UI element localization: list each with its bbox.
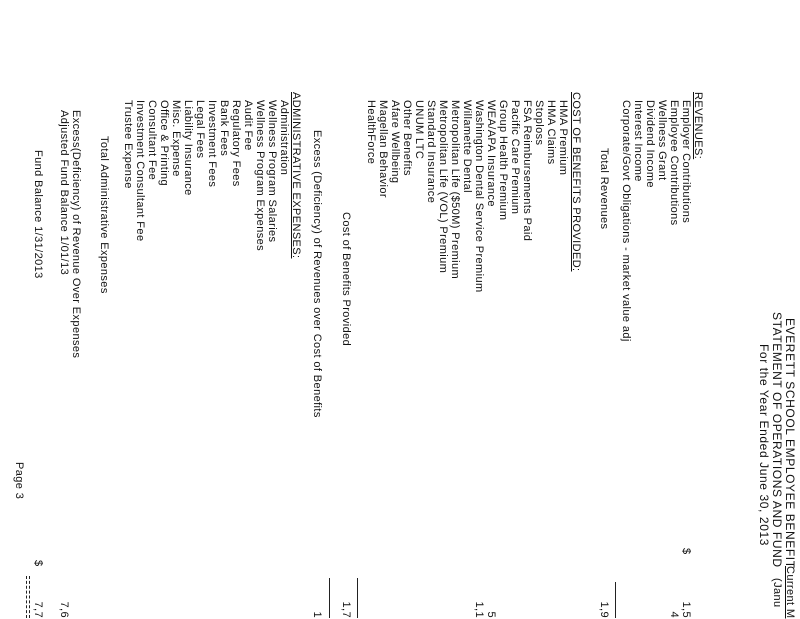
page-number: Page 3: [13, 462, 25, 500]
total-admin-expenses-label: Total Administrative Expenses: [98, 136, 110, 294]
admin-item: Wellness Program Salaries: [266, 100, 278, 243]
benefits-subtotal-rule: [357, 578, 358, 618]
benefit-item: Metropolitan Life ($50M) Premium: [449, 100, 461, 280]
revenue-item: Employer Contributions: [680, 100, 692, 224]
admin-item: Office & Printing: [158, 100, 170, 187]
excess-benefits-rule: [329, 578, 330, 618]
benefit-item: Willamette Dental: [461, 100, 473, 193]
fund-balance-dollar-sign: $: [32, 560, 44, 567]
benefits-heading: COST OF BENEFITS PROVIDED:: [570, 92, 582, 272]
benefit-item: Group Health Premium: [497, 100, 509, 221]
adjusted-fund-balance-amount: 7,6: [58, 601, 70, 618]
total-revenues-label: Total Revenues: [598, 148, 610, 230]
revenue-item: Employee Contributions: [668, 100, 680, 226]
admin-item: Regulatory Fees: [230, 100, 242, 187]
admin-item: Misc. Expense: [170, 100, 182, 177]
fund-balance-double-rule: [26, 576, 30, 618]
benefit-item: UNUM LTC: [413, 100, 425, 160]
admin-item: Consultant Fee: [146, 100, 158, 181]
revenue-item: Corporate/Govt Obligations - market value adj: [620, 100, 632, 342]
benefit-item: Other Benefits: [401, 100, 413, 176]
revenue-dollar-sign: $: [680, 548, 692, 555]
revenue-amount: 4: [668, 611, 680, 618]
benefit-item: Afare Wellbeing: [389, 100, 401, 184]
revenue-item: Dividend Income: [644, 100, 656, 188]
benefit-item: HealthForce: [365, 100, 377, 165]
excess-over-benefits-label: Excess (Deficiency) of Revenues over Cost of Benefits: [311, 130, 323, 418]
cost-of-benefits-label: Cost of Benefits Provided: [340, 212, 352, 347]
benefit-item: Standard Insurance: [425, 100, 437, 204]
revenues-heading: REVENUES:: [692, 92, 704, 160]
admin-item: Wellness Program Expenses: [254, 100, 266, 252]
total-revenues-amount: 1,9: [598, 601, 610, 618]
benefit-amount: 1,1: [473, 601, 485, 618]
report-statement-title: STATEMENT OF OPERATIONS AND FUND: [770, 312, 784, 568]
admin-item: Audit Fee: [242, 100, 254, 151]
benefit-item: Pacific Care Premium: [509, 100, 521, 215]
report-org-title: EVERETT SCHOOL EMPLOYEE BENEFIT: [783, 318, 797, 569]
benefit-item: Stoploss: [533, 100, 545, 146]
admin-item: Legal Fees: [194, 100, 206, 159]
revenue-item: Interest Income: [632, 100, 644, 182]
benefit-item: HMA Claims: [545, 100, 557, 165]
benefit-amount: 5: [485, 611, 497, 618]
benefit-item: Washington Dental Service Premium: [473, 100, 485, 293]
fund-balance-label: Fund Balance 1/31/2013: [32, 150, 44, 279]
admin-item: Administration: [278, 100, 290, 176]
benefit-item: WEA/APA Insurance: [485, 100, 497, 207]
excess-over-benefits-amount: 1: [311, 611, 323, 618]
report-period: For the Year Ended June 30, 2013: [757, 344, 771, 547]
revenues-subtotal-rule: [615, 582, 616, 618]
admin-heading: ADMINISTRATIVE EXPENSES:: [290, 92, 302, 259]
benefit-item: HMA Premium: [557, 100, 569, 176]
admin-item: Liability Insurance: [182, 100, 194, 196]
excess-over-expenses-label: Excess(Deficiency) of Revenue Over Expenses: [70, 110, 82, 359]
benefit-item: Magellan Behavior: [377, 100, 389, 198]
benefit-item: FSA Reimbursements Paid: [521, 100, 533, 242]
cost-of-benefits-amount: 1,7: [340, 601, 352, 618]
admin-item: Investment Fees: [206, 100, 218, 188]
column-header-month: (Janu: [771, 578, 783, 608]
column-header-current-month: Current M: [784, 566, 796, 619]
fund-balance-amount: 7,7: [32, 601, 44, 618]
benefit-item: Metropolitan Life (VOL) Premium: [437, 100, 449, 274]
admin-item: Trustee Expense: [122, 100, 134, 189]
admin-item: Investment Consultant Fee: [134, 100, 146, 242]
adjusted-fund-balance-label: Adjusted Fund Balance 1/01/13: [58, 110, 70, 276]
revenue-amount: 1,5: [680, 601, 692, 618]
admin-item: Bank Fees: [218, 100, 230, 157]
revenue-item: Wellness Grant: [656, 100, 668, 181]
